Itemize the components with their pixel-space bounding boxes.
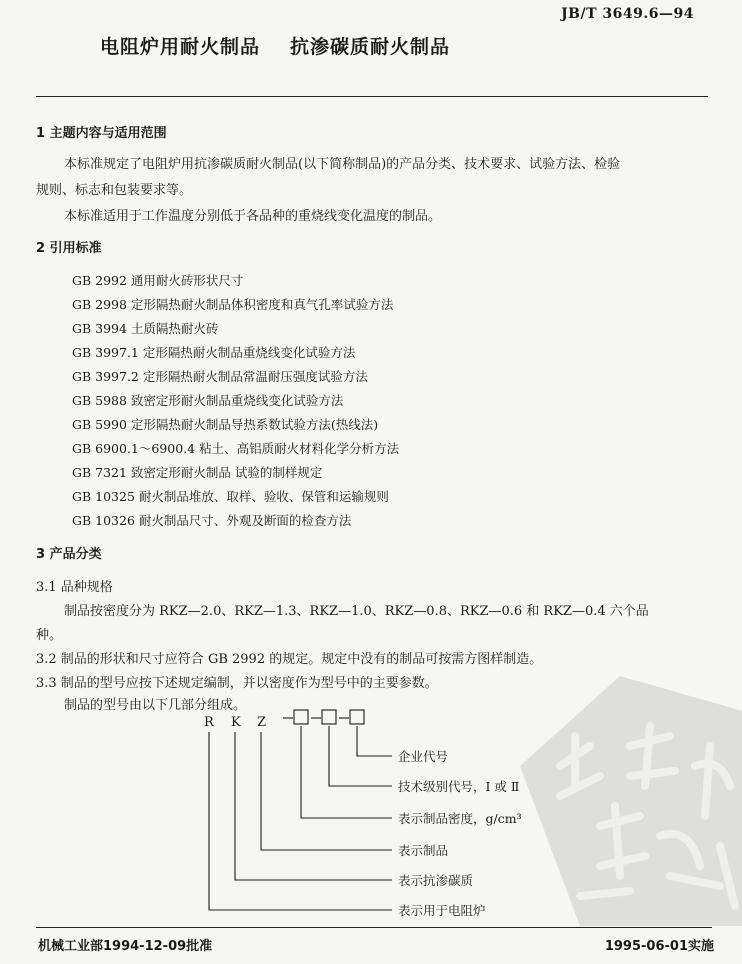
- diagram-label-density: 表示制品密度，g/cm³: [398, 811, 522, 826]
- diagram-box: [350, 710, 364, 724]
- subsection-3-2: 3.2 制品的形状和尺寸应符合 GB 2992 的规定。规定中没有的制品可按需方图样制造。: [36, 652, 543, 667]
- leader-line-grade: [329, 726, 392, 786]
- title-part-2: 抗渗碳质耐火制品: [290, 36, 451, 58]
- reference-item: GB 6900.1～6900.4 粘土、高铝质耐火材料化学分析方法: [72, 441, 400, 456]
- leader-line-density: [301, 726, 392, 818]
- reference-item: GB 3997.2 定形隔热耐火制品常温耐压强度试验方法: [72, 369, 368, 384]
- diagram-label-product: 表示制品: [398, 843, 449, 858]
- leader-line-carburization: [235, 732, 392, 880]
- subsection-3-3-sub: 制品的型号由以下几部分组成。: [64, 698, 247, 713]
- implementation-date: 1995-06-01实施: [604, 939, 714, 954]
- reference-item: GB 3997.1 定形隔热耐火制品重烧线变化试验方法: [72, 345, 356, 360]
- reference-item: GB 7321 致密定形耐火制品 试验的制样规定: [72, 465, 323, 480]
- subsection-3-1-line-2: 种。: [36, 628, 63, 643]
- leader-line-furnace: [209, 732, 392, 910]
- subsection-3-1-line-1: 制品按密度分为 RKZ—2.0、RKZ—1.3、RKZ—1.0、RKZ—0.8、RKZ—0.6 和 RKZ—0.4 六个品: [64, 604, 649, 619]
- diagram-label-furnace: 表示用于电阻炉: [398, 903, 486, 918]
- leader-line-enterprise: [357, 726, 392, 756]
- diagram-label-enterprise: 企业代号: [398, 749, 449, 764]
- diagram-box: [322, 710, 336, 724]
- reference-item: GB 2998 定形隔热耐火制品体积密度和真气孔率试验方法: [72, 297, 394, 312]
- reference-item: GB 5990 定形隔热耐火制品导热系数试验方法(热线法): [72, 417, 379, 432]
- section-3-heading: 3 产品分类: [36, 547, 102, 562]
- diagram-label-carburization: 表示抗渗碳质: [398, 873, 474, 888]
- reference-item: GB 10325 耐火制品堆放、取样、验收、保管和运输规则: [72, 489, 389, 504]
- diagram-letter-r: R: [204, 715, 214, 730]
- section-1-heading: 1 主题内容与适用范围: [36, 126, 167, 141]
- footer-rule: [36, 927, 712, 928]
- seal-watermark: [520, 676, 742, 926]
- header-rule: [36, 96, 708, 97]
- diagram-box: [294, 710, 308, 724]
- reference-item: GB 2992 通用耐火砖形状尺寸: [72, 273, 244, 288]
- subsection-3-1-heading: 3.1 品种规格: [36, 580, 113, 595]
- reference-item: GB 5988 致密定形耐火制品重烧线变化试验方法: [72, 393, 344, 408]
- diagram-letter-k: K: [231, 715, 241, 730]
- approval-date: 机械工业部1994-12-09批准: [38, 939, 213, 954]
- section-1-para-2: 本标准适用于工作温度分别低于各品种的重烧线变化温度的制品。: [64, 209, 442, 224]
- subsection-3-3: 3.3 制品的型号应按下述规定编制，并以密度作为型号中的主要参数。: [36, 676, 438, 691]
- section-1-para-1-line-2: 规则、标志和包装要求等。: [36, 183, 193, 198]
- title-part-1: 电阻炉用耐火制品: [100, 36, 261, 58]
- section-1-para-1-line-1: 本标准规定了电阻炉用抗渗碳质耐火制品(以下简称制品)的产品分类、技术要求、试验方法、检验: [64, 157, 621, 172]
- document-title: [100, 32, 450, 59]
- reference-item: GB 3994 土质隔热耐火砖: [72, 321, 219, 336]
- section-2-heading: 2 引用标准: [36, 241, 102, 256]
- leader-line-product: [261, 732, 392, 850]
- diagram-letter-z: Z: [257, 715, 267, 730]
- reference-item: GB 10326 耐火制品尺寸、外观及断面的检查方法: [72, 513, 352, 528]
- standard-number: JB/T 3649.6—94: [561, 6, 694, 22]
- diagram-label-grade: 技术级别代号，Ⅰ 或 Ⅱ: [398, 779, 520, 794]
